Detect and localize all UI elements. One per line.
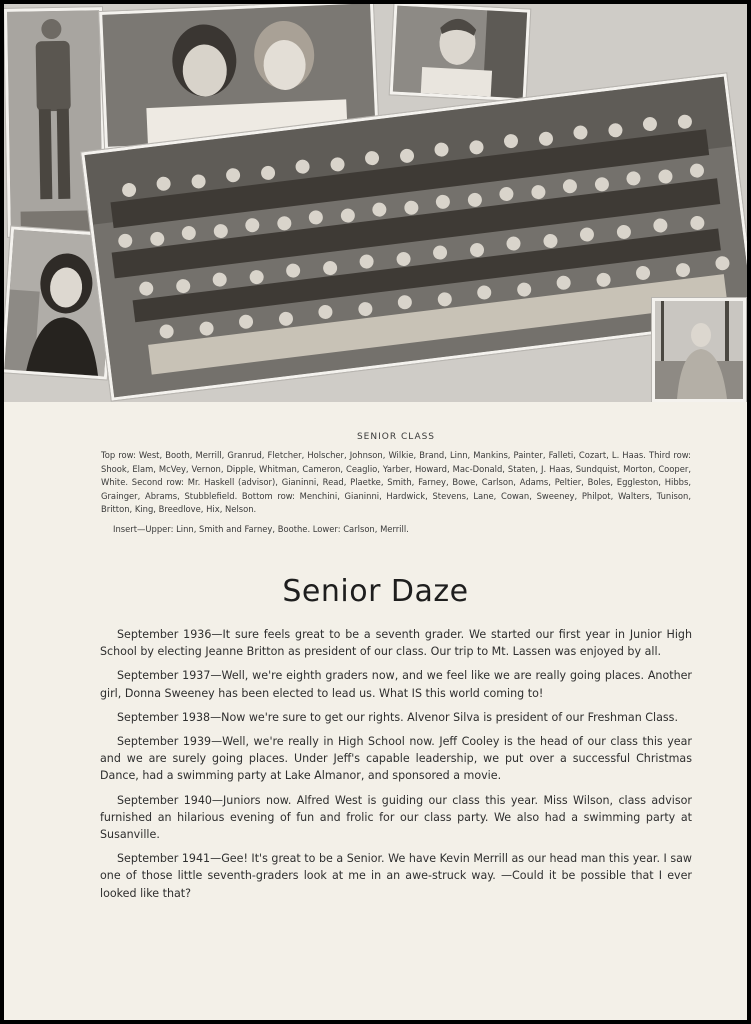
insert-boy-outdoors-photo xyxy=(652,298,746,402)
insert-caption: Insert—Upper: Linn, Smith and Farney, Boothe. Lower: Carlson, Merrill. xyxy=(113,523,409,534)
yearbook-page xyxy=(4,4,747,1020)
boy-outdoors-figure xyxy=(655,301,743,399)
history-paragraph: September 1937—Well, we're eighth graders now, and we feel like we are really going places. Another girl, Donna Sweeney has been elected to lead us. What IS this world coming to! xyxy=(100,669,692,700)
senior-class-title: SENIOR CLASS xyxy=(356,432,436,442)
class-caption xyxy=(101,432,691,536)
history-paragraph: September 1941—Gee! It's great to be a Senior. We have Kevin Merrill as our head man this year. I saw one of those little seventh-graders look at me in an awe-struck way. —Could it be possible that I ever looked like that? xyxy=(100,852,692,900)
boy-smiling-figure xyxy=(393,6,527,99)
history-paragraph: September 1936—It sure feels great to be a seventh grader. We started our first year in Junior High School by electing Jeanne Britton as president of our class. Our trip to Mt. Lassen was enjoyed by all. xyxy=(100,628,692,659)
history-paragraph: September 1940—Juniors now. Alfred West is guiding our class this year. Miss Wilson, class advisor furnished an hilarious evening of fun and frolic for our class party. We also had a swimming party at Susanville. xyxy=(100,793,692,842)
insert-boy-smiling-photo xyxy=(390,4,531,101)
class-history xyxy=(100,626,692,909)
history-paragraph: September 1938—Now we're sure to get our rights. Alvenor Silva is president of our Freshman Class. xyxy=(117,710,678,724)
history-paragraph: September 1939—Well, we're really in High School now. Jeff Cooley is the head of our class this year and we are surely going places. Under Jeff's capable leadership, we put over a successful Christmas Dance, had a swimming party at Lake Almanor, and sponsored a movie. xyxy=(100,735,692,783)
photo-collage xyxy=(4,4,747,402)
class-names-list: Top row: West, Booth, Merrill, Granrud, Fletcher, Holscher, Johnson, Wilkie, Brand, Linn, Mankins, Painter, Falleti, Cozart, L. Haas. Third row: Shook, Elam, McVey, Vernon, Dipple, Whitman, Cameron, Ceaglio, Yarber, Howard, Mac-Donald, Staten, J. Haas, Sundquist, Morton, Cooper, White. Second row: Mr. Haskell (advisor), Gianinni, Read, Plaetke, Smith, Farney, Bowe, Carlson, Adams, Peltier, Boles, Eggleston, Hibbs, Grainger, Abrams, Stubblefield. Bottom row: Menchini, Gianinni, Hardwick, Stevens, Lane, Cowan, Sweeney, Philpot, Walters, Tunison, Britton, King, Breedlove, Hix, Nelson. xyxy=(101,450,691,514)
page-heading: Senior Daze xyxy=(282,574,469,609)
